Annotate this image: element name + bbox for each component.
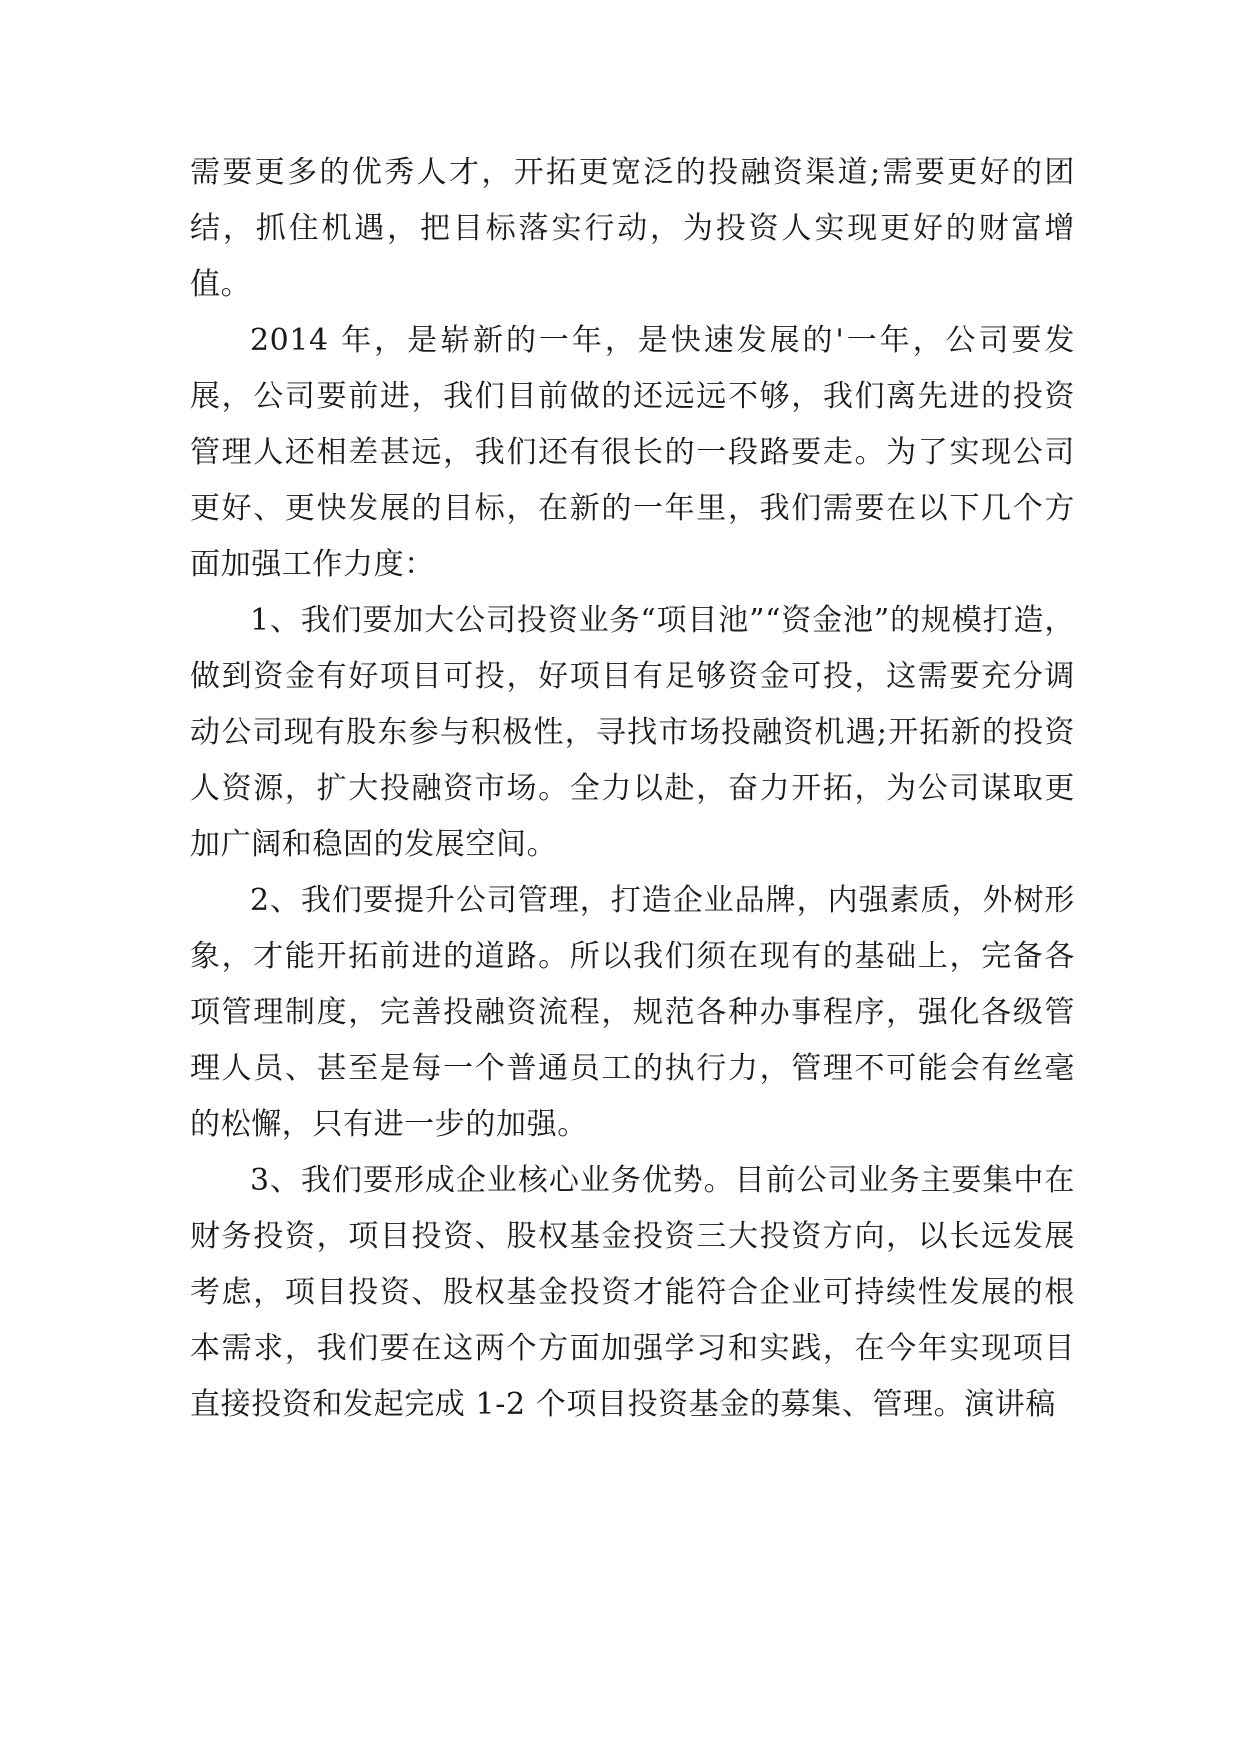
paragraph-point-2: 2、我们要提升公司管理，打造企业品牌，内强素质，外树形象，才能开拓前进的道路。所以我们须在现有的基础上，完备各项管理制度，完善投融资流程，规范各种办事程序，强化各级管理人员、甚至是每一个普通员工的执行力，管理不可能会有丝毫的松懈，只有进一步的加强。	[190, 883, 1075, 1142]
document-body	[190, 145, 1075, 1433]
paragraph-2014-overview: 2014 年，是崭新的一年，是快速发展的'一年，公司要发展，公司要前进，我们目前做的还远远不够，我们离先进的投资管理人还相差甚远，我们还有很长的一段路要走。为了实现公司更好、更快发展的目标，在新的一年里，我们需要在以下几个方面加强工作力度：	[190, 323, 1075, 582]
paragraph-continuation: 需要更多的优秀人才，开拓更宽泛的投融资渠道;需要更好的团结，抓住机遇，把目标落实行动，为投资人实现更好的财富增值。	[190, 155, 1075, 302]
paragraph-point-1: 1、我们要加大公司投资业务“项目池”“资金池”的规模打造，做到资金有好项目可投，好项目有足够资金可投，这需要充分调动公司现有股东参与积极性，寻找市场投融资机遇;开拓新的投资人资源，扩大投融资市场。全力以赴，奋力开拓，为公司谋取更加广阔和稳固的发展空间。	[190, 603, 1075, 862]
paragraph-point-3: 3、我们要形成企业核心业务优势。目前公司业务主要集中在财务投资，项目投资、股权基金投资三大投资方向，以长远发展考虑，项目投资、股权基金投资才能符合企业可持续性发展的根本需求，我们要在这两个方面加强学习和实践，在今年实现项目直接投资和发起完成 1-2 个项目投资基金的募集、管理。演讲稿	[190, 1163, 1075, 1422]
